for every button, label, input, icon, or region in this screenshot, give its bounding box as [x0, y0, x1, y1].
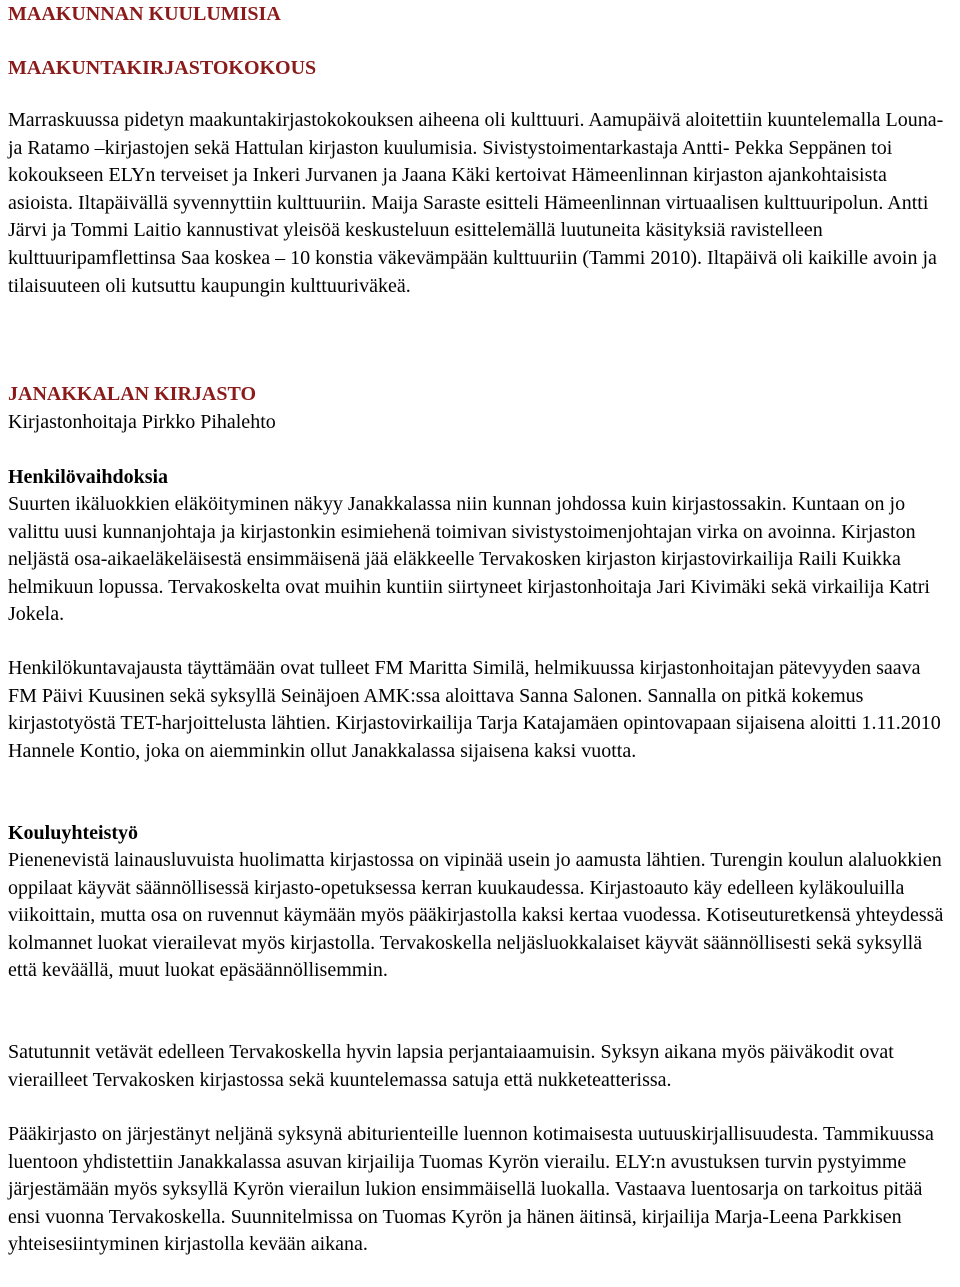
section-title-janakkala: JANAKKALAN KIRJASTO: [8, 383, 256, 405]
paragraph-kouluyhteistyo-3: Pääkirjasto on järjestänyt neljänä syksynä abiturienteille luennon kotimaisesta uutuuskirjallisuudesta. Tammikuussa luentoon yhdistettiin Janakkalassa asuvan kirjailija Tuomas Kyrön vierailu. ELY:n avustuksen turvin pystyimme järjestämään myös syksyllä Kyrön vierailun lukion ensimmäisellä luokalla. Vastaava luentosarja on tarkoitus pitää ensi vuonna Tervakoskella. Suunnitelmissa on Tuomas Kyrön ja hänen äitinsä, kirjailija Marja-Leena Parkkisen yhteisesiintyminen kirjastolla kevään aikana.: [8, 1123, 934, 1256]
paragraph-kouluyhteistyo-1: Pienenevistä lainausluvuista huolimatta kirjastossa on vipinää usein jo aamusta lähtien. Turengin koulun alaluokkien oppilaat käyvät säännöllisessä kirjasto-opetuksessa kerran kuukaudessa. Kirjastoauto käy edelleen kyläkouluilla viikoittain, mutta osa on ruvennut käymään myös pääkirjastolla kaksi kertaa vuodessa. Kotiseuturetkensä yhteydessä kolmannet luokat vierailevat myös kirjastolla. Tervakoskella neljäsluokkalaiset käyvät säännöllisesti sekä syksyllä että keväällä, muut luokat epäsäännöllisemmin.: [8, 849, 944, 982]
janakkala-section-header: [8, 381, 954, 436]
subheading-henkilovaihdoksia: Henkilövaihdoksia: [8, 466, 169, 488]
paragraph-henkilovaihdoksia-1: Suurten ikäluokkien eläköityminen näkyy Janakkalassa niin kunnan johdossa kuin kirjastossakin. Kuntaan on jo valittu uusi kunnanjohtaja ja kirjastonkin esimiehenä toimivan sivistystoimenjohtajan virka on avoinna. Kirjaston neljästä osa-aikaeläkeläisestä ensimmäisenä jää eläkkeelle Tervakosken kirjaston kirjastovirkailija Raili Kuikka helmikuun lopussa. Tervakoskelta ovat muihin kuntiin siirtyneet kirjastonhoitaja Jari Kivimäki sekä virkailija Katri Jokela.: [8, 493, 930, 626]
subheading-kouluyhteistyo: Kouluyhteistyö: [8, 822, 139, 844]
section-title-maakuntakirjastokokous: MAAKUNTAKIRJASTOKOKOUS: [8, 57, 317, 79]
paragraph-henkilovaihdoksia-2: Henkilökuntavajausta täyttämään ovat tulleet FM Maritta Similä, helmikuussa kirjastonhoitajan pätevyyden saava FM Päivi Kuusinen sekä syksyllä Seinäjoen AMK:ssa aloittava Sanna Salonen. Sannalla on pitkä kokemus kirjastotyöstä TET-harjoittelusta lähtien. Kirjastovirkailija Tarja Katajamäen opintovapaan sijaisena aloitti 1.11.2010 Hannele Kontio, joka on aiemminkin ollut Janakkalassa sijaisena kaksi vuotta.: [8, 657, 941, 762]
paragraph-kouluyhteistyo-2: Satutunnit vetävät edelleen Tervakoskella hyvin lapsia perjantaiaamuisin. Syksyn aikana myös päiväkodit ovat vierailleet Tervakosken kirjastossa sekä kuuntelemassa satuja että nukketeatterissa.: [8, 1041, 894, 1091]
paragraph-maakuntakirjastokokous: Marraskuussa pidetyn maakuntakirjastokokouksen aiheena oli kulttuuri. Aamupäivä aloitettiin kuuntelemalla Louna- ja Ratamo –kirjastojen sekä Hattulan kirjaston kuulumisia. Sivistystoimentarkastaja Antti- Pekka Seppänen toi kokoukseen ELYn terveiset ja Inkeri Jurvanen ja Jaana Käki kertoivat Hämeenlinnan kirjaston ajankohtaisista asioista. Iltapäivällä syvennyttiin kulttuuriin. Maija Saraste esitteli Hämeenlinnan virtuaalisen kulttuuripolun. Antti Järvi ja Tommi Laitio kannustivat yleisöä keskusteluun esittelemällä luutuneita käsityksiä ravistelleen kulttuuripamflettinsa Saa koskea – 10 konstia väkevämpään kulttuuriin (Tammi 2010). Iltapäivä oli kaikille avoin ja tilaisuuteen oli kutsuttu kaupungin kulttuuriväkeä.: [8, 109, 944, 297]
author-line: Kirjastonhoitaja Pirkko Pihalehto: [8, 410, 276, 433]
page-title: MAAKUNNAN KUULUMISIA: [8, 3, 281, 25]
